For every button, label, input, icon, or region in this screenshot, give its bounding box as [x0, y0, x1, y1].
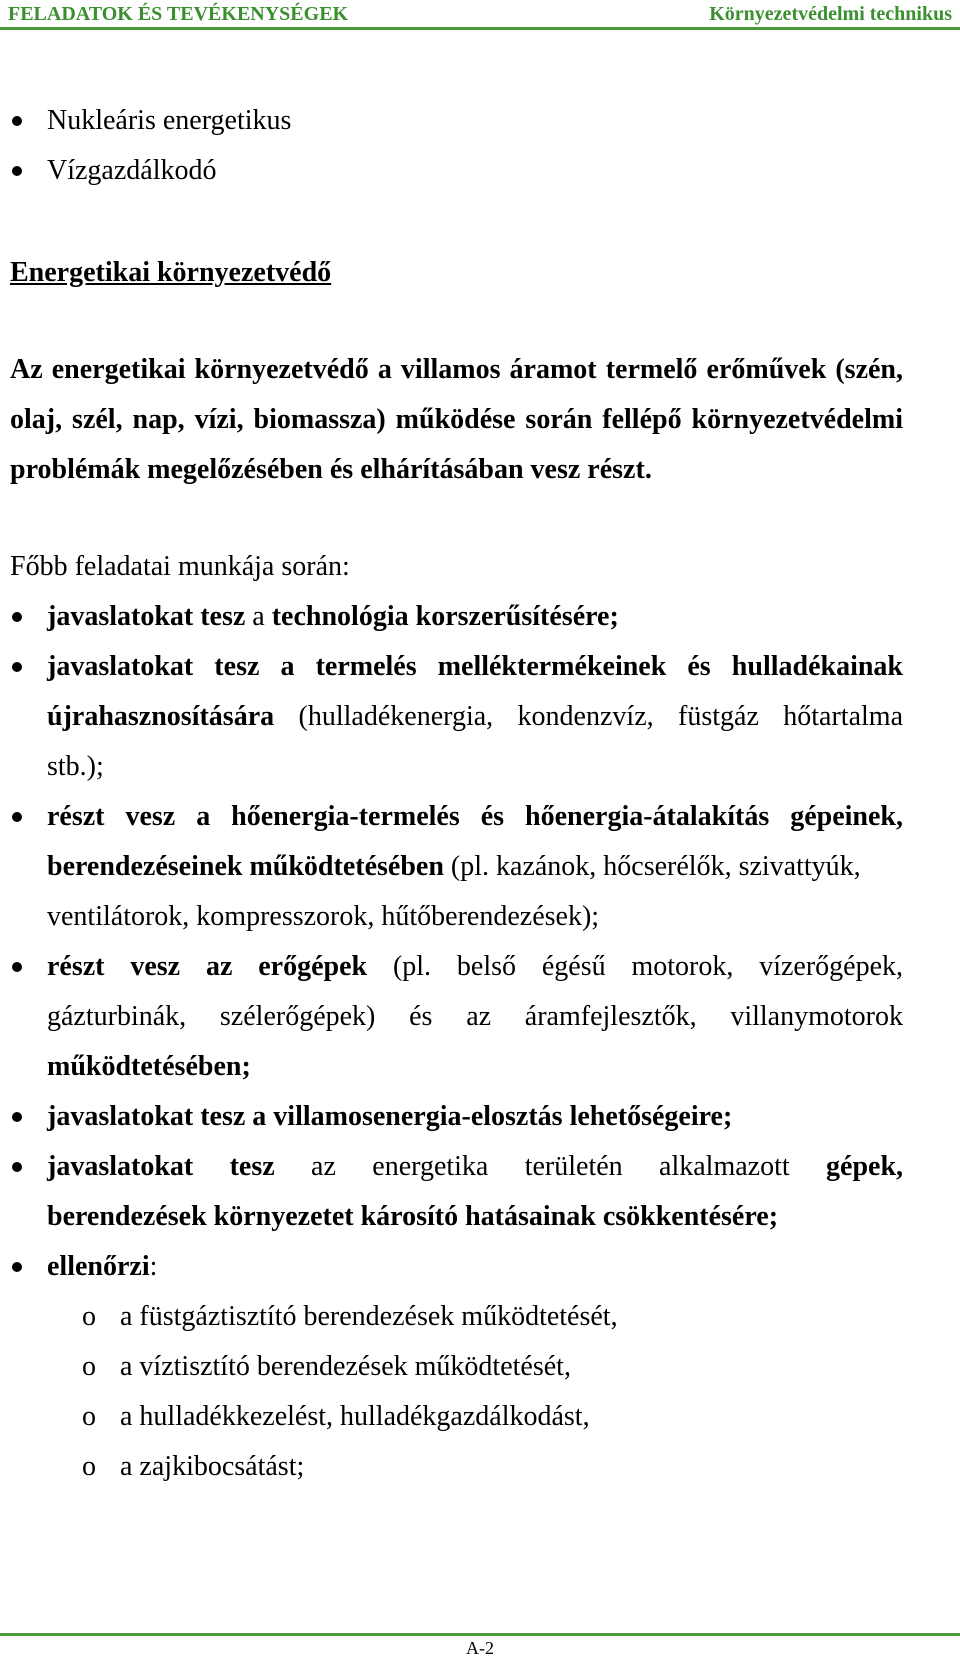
list-item-line: berendezéseinek működtetésében (pl. kazánok, hőcserélők, szivattyúk, — [47, 851, 861, 882]
circle-bullet-icon: o — [82, 1351, 96, 1382]
bullet-icon — [12, 812, 22, 822]
circle-bullet-icon: o — [82, 1451, 96, 1482]
list-item: javaslatokat tesz a villamosenergia-elosztás lehetőségeire; — [47, 1101, 733, 1132]
list-item: részt vesz az erőgépek (pl. belső égésű motorok, vízerőgépek, — [47, 951, 904, 982]
sub-list-item: a hulladékkezelést, hulladékgazdálkodást, — [120, 1401, 590, 1432]
circle-bullet-icon: o — [82, 1301, 96, 1332]
intro-line: olaj, szél, nap, vízi, biomassza) működése során fellépő környezetvédelmi — [10, 404, 903, 435]
list-item: ellenőrzi: — [47, 1251, 158, 1282]
list-item: Nukleáris energetikus — [47, 105, 292, 136]
bullet-icon — [12, 116, 22, 126]
list-item: javaslatokat tesz az energetika területén alkalmazott gépek, — [47, 1151, 904, 1182]
page-number: A-2 — [466, 1638, 494, 1658]
list-item-line: ventilátorok, kompresszorok, hűtőberendezések); — [47, 901, 600, 932]
intro-line: problémák megelőzésében és elhárításában vesz részt. — [10, 454, 652, 485]
sub-list-item: a víztisztító berendezések működtetését, — [120, 1351, 571, 1382]
header-section-title: FELADATOK ÉS TEVÉKENYSÉGEK — [8, 3, 349, 25]
list-item: részt vesz a hőenergia-termelés és hőenergia-átalakítás gépeinek, — [47, 801, 903, 832]
bullet-icon — [12, 662, 22, 672]
list-item-line: berendezések környezetet károsító hatásainak csökkentésére; — [47, 1201, 779, 1232]
bullet-icon — [12, 166, 22, 176]
bullet-icon — [12, 1112, 22, 1122]
sub-list-item: a füstgáztisztító berendezések működtetését, — [120, 1301, 618, 1332]
list-item-line: gázturbinák, szélerőgépek) és az áramfejlesztők, villanymotorok — [47, 1001, 903, 1032]
circle-bullet-icon: o — [82, 1401, 96, 1432]
bullet-icon — [12, 1162, 22, 1172]
bullet-icon — [12, 612, 22, 622]
tasks-intro: Főbb feladatai munkája során: — [10, 551, 350, 582]
header-document-title: Környezetvédelmi technikus — [709, 3, 952, 25]
bullet-icon — [12, 1262, 22, 1272]
sub-list-item: a zajkibocsátást; — [120, 1451, 305, 1482]
list-item-line: újrahasznosítására (hulladékenergia, kondenzvíz, füstgáz hőtartalma — [47, 701, 903, 732]
list-item: Vízgazdálkodó — [47, 155, 217, 186]
intro-line: Az energetikai környezetvédő a villamos áramot termelő erőművek (szén, — [10, 354, 903, 385]
list-item: javaslatokat tesz a technológia korszerűsítésére; — [47, 601, 619, 632]
list-item: javaslatokat tesz a termelés melléktermékeinek és hulladékainak — [47, 651, 903, 682]
bullet-icon — [12, 962, 22, 972]
page-footer — [0, 1633, 960, 1658]
list-item-line: működtetésében; — [47, 1051, 251, 1082]
section-title: Energetikai környezetvédő — [10, 257, 332, 288]
list-item-line: stb.); — [47, 751, 104, 782]
page-header — [0, 0, 960, 30]
